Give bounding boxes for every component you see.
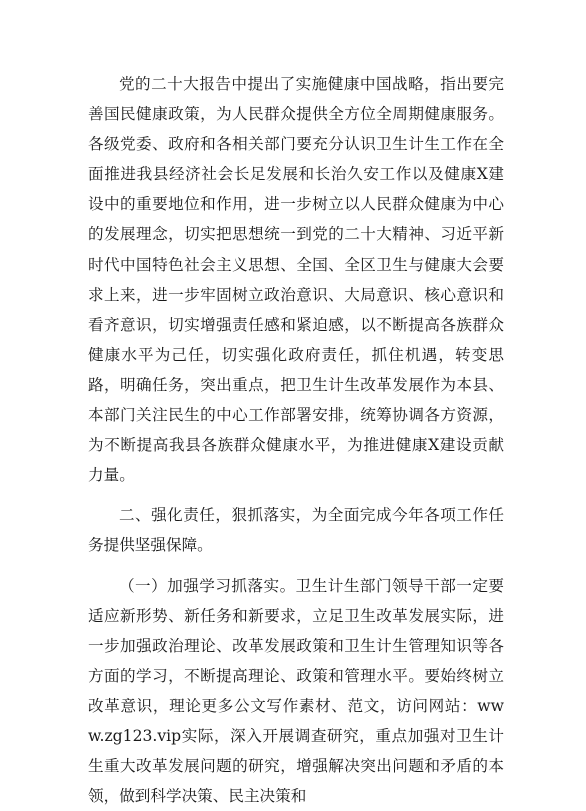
paragraph: （一）加强学习抓落实。卫生计生部门领导干部一定要适应新形势、新任务和新要求，立足卫生改革发展实际，进一步加强政治理论、改革发展政策和卫生计生管理知识等各方面的学习，不断提高理论、政策和管理水平。要始终树立改革意识，理论更多公文写作素材、范文，访问网站：www.zg123.vip实际，深入开展调查研究，重点加强对卫生计生重大改革发展问题的研究，增强解决突出问题和矛盾的本领，做到科学决策、民主决策和 [88, 571, 504, 811]
section-heading-paragraph: 二、强化责任，狠抓落实，为全面完成今年各项工作任务提供坚强保障。 [88, 500, 504, 560]
document-body [88, 69, 504, 811]
paragraph: 党的二十大报告中提出了实施健康中国战略，指出要完善国民健康政策，为人民群众提供全方位全周期健康服务。各级党委、政府和各相关部门要充分认识卫生计生工作在全面推进我县经济社会长足发展和长治久安工作以及健康X建设中的重要地位和作用，进一步树立以人民群众健康为中心的发展理念，切实把思想统一到党的二十大精神、习近平新时代中国特色社会主义思想、全国、全区卫生与健康大会要求上来，进一步牢固树立政治意识、大局意识、核心意识和看齐意识，切实增强责任感和紧迫感，以不断提高各族群众健康水平为己任，切实强化政府责任，抓住机遇，转变思路，明确任务，突出重点，把卫生计生改革发展作为本县、本部门关注民生的中心工作部署安排，统筹协调各方资源，为不断提高我县各族群众健康水平，为推进健康X建设贡献力量。 [88, 69, 504, 490]
